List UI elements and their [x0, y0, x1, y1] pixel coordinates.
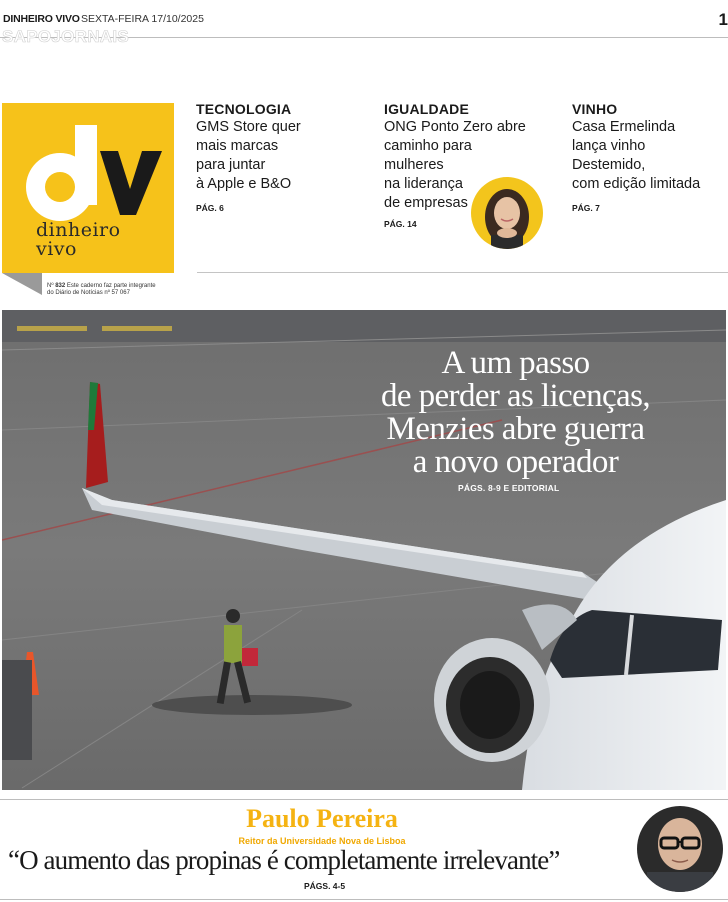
teaser-headline: ONG Ponto Zero abre caminho para mulheres na liderança de empresas	[384, 119, 526, 211]
teaser-headline: Casa Ermelinda lança vinho Destemido, com edição limitada	[572, 119, 701, 192]
logo-word-vivo: vivo	[36, 238, 77, 260]
teaser-kicker: VINHO	[572, 101, 618, 117]
issue-number: 832	[55, 283, 66, 289]
dv-logo-icon	[2, 103, 174, 273]
teaser-vinho[interactable]	[572, 101, 700, 213]
woman-portrait-photo	[471, 177, 543, 249]
logo-fold-icon	[2, 273, 42, 295]
man-portrait-photo	[637, 806, 723, 892]
watermark: SAPOJORNAIS	[2, 27, 130, 46]
page-number: 1	[718, 10, 728, 29]
teaser-tecnologia[interactable]	[196, 101, 301, 213]
interview-bottom-rule	[0, 899, 728, 900]
interviewee-name: Paulo Pereira	[246, 804, 398, 833]
teaser-page-ref: PÁG. 7	[572, 203, 600, 213]
hero-headline[interactable]: A um passo de perder as licenças, Menzies abre guerra a novo operador	[381, 345, 650, 480]
teaser-headline: GMS Store quer mais marcas para juntar à Apple e B&O	[196, 119, 301, 192]
teaser-kicker: TECNOLOGIA	[196, 101, 292, 117]
teaser-page-ref: PÁG. 14	[384, 219, 417, 229]
interview-page-ref: PÁGS. 4-5	[304, 881, 346, 891]
issue-note: Nº 832 Este caderno faz parte integrante do Diário de Notícias nº 57 067	[47, 283, 156, 296]
teaser-kicker: IGUALDADE	[384, 101, 470, 117]
dinheiro-vivo-logo	[2, 103, 174, 273]
interviewee-role: Reitor da Universidade Nova de Lisboa	[238, 836, 406, 846]
logo-word-dinheiro: dinheiro	[36, 219, 121, 241]
section-brand: DINHEIRO VIVO	[3, 13, 80, 25]
interview-quote[interactable]: “O aumento das propinas é completamente irrelevante”	[8, 845, 560, 875]
hero-page-ref: PÁGS. 8-9 E EDITORIAL	[458, 483, 560, 493]
date-line: SEXTA-FEIRA 17/10/2025	[81, 13, 204, 25]
interview-top-rule	[0, 799, 728, 800]
teaser-page-ref: PÁG. 6	[196, 203, 224, 213]
teasers-divider	[197, 272, 728, 273]
top-bar	[0, 0, 728, 46]
